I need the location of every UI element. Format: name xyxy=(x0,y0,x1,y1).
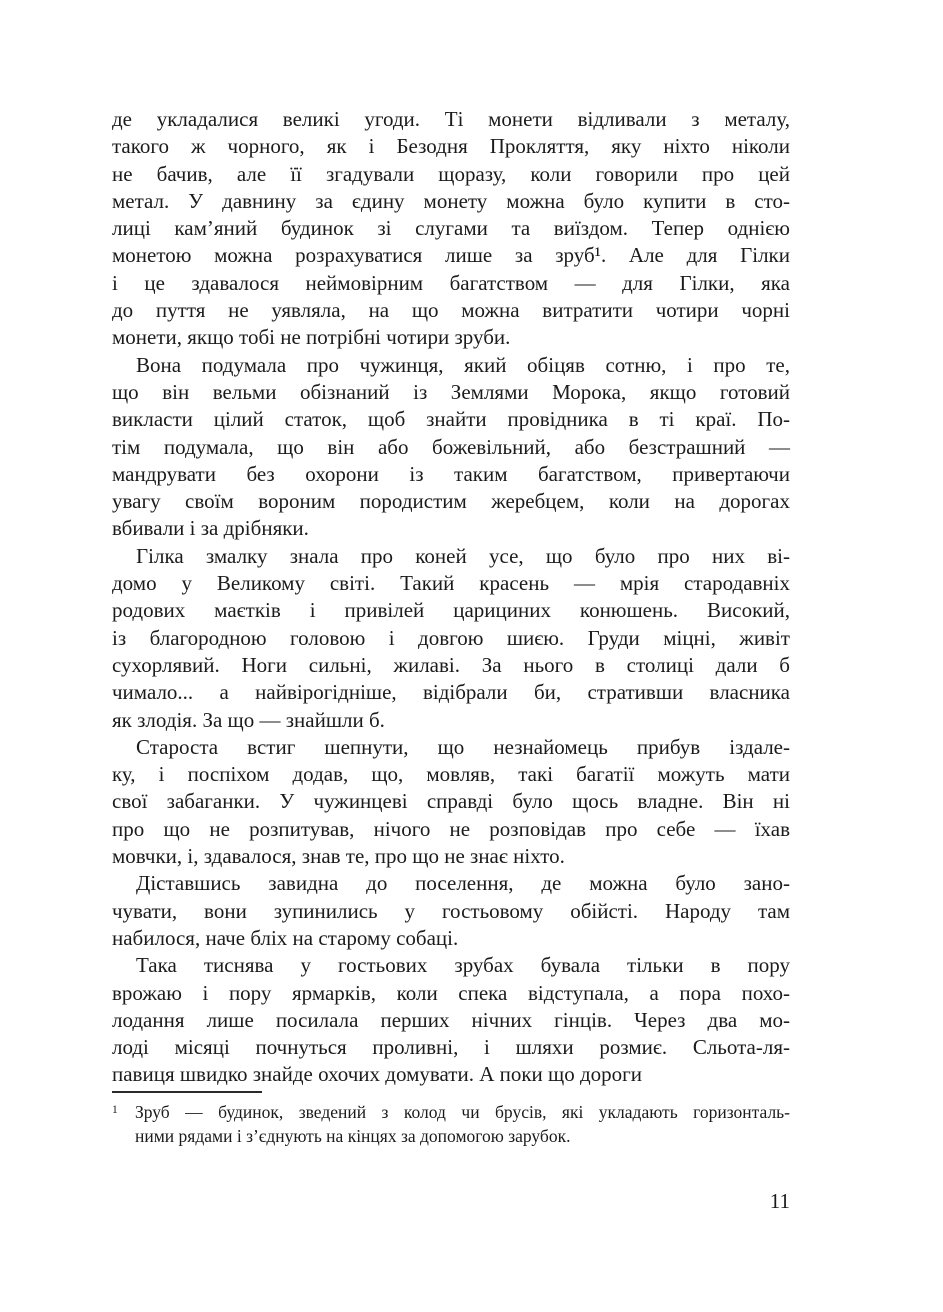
text-line: не бачив, але її згадували щоразу, коли говорили про цей xyxy=(112,161,790,186)
paragraph xyxy=(112,543,790,734)
text-line: і це здавалося неймовірним багатством — для Гілки, яка xyxy=(112,270,790,295)
footnote-text-line: Зруб — будинок, зведений з колод чи брусів, які укладають горизонталь- xyxy=(135,1102,790,1122)
paragraph xyxy=(112,106,790,352)
text-line: увагу своїм вороним породистим жеребцем, коли на дорогах xyxy=(112,489,790,514)
text-line: вбивали і за дрібняки. xyxy=(112,516,309,541)
footnote xyxy=(112,1100,790,1148)
text-line: монетою можна розрахуватися лише за зруб¹. Але для Гілки xyxy=(112,243,790,268)
text-line: ку, і поспіхом додав, що, мовляв, такі багатії можуть мати xyxy=(112,762,790,787)
page-text xyxy=(112,106,790,1089)
footnote-text-line: ними рядами і з’єднують на кінцях за допомогою зарубок. xyxy=(135,1126,571,1146)
text-line: такого ж чорного, як і Безодня Прокляття, яку ніхто ніколи xyxy=(112,134,790,159)
text-line: Гілка змалку знала про коней усе, що було про них ві- xyxy=(136,543,790,568)
text-line: Староста встиг шепнути, що незнайомець прибув іздале- xyxy=(136,734,790,759)
text-line: метал. У давнину за єдину монету можна було купити в сто- xyxy=(112,188,790,213)
text-line: лиці кам’яний будинок зі слугами та виїздом. Тепер однією xyxy=(112,216,790,241)
text-line: Вона подумала про чужинця, який обіцяв сотню, і про те, xyxy=(136,352,790,377)
text-line: сухорлявий. Ноги сильні, жилаві. За нього в столиці дали б xyxy=(112,652,790,677)
text-line: врожаю і пору ярмарків, коли спека відступала, а пора похо- xyxy=(112,980,790,1005)
footnote-divider xyxy=(112,1091,262,1093)
paragraph xyxy=(112,952,790,1088)
page-number: 11 xyxy=(769,1189,790,1213)
text-line: лоді місяці почнуться проливні, і шляхи розмиє. Сльота-ля- xyxy=(112,1035,790,1060)
text-line: мовчки, і, здавалося, знав те, про що не знає ніхто. xyxy=(112,844,565,869)
footnote-marker: 1 xyxy=(112,1104,118,1116)
paragraph xyxy=(112,734,790,870)
text-line: свої забаганки. У чужинцеві справді було щось владне. Він ні xyxy=(112,789,790,814)
text-line: як злодія. За що — знайшли б. xyxy=(112,707,385,732)
paragraph xyxy=(112,870,790,952)
text-line: монети, якщо тобі не потрібні чотири зруби. xyxy=(112,325,511,350)
text-line: де укладалися великі угоди. Ті монети відливали з металу, xyxy=(112,107,790,131)
text-line: чувати, вони зупинились у гостьовому обійсті. Народу там xyxy=(112,898,790,923)
text-line: домо у Великому світі. Такий красень — мрія стародавніх xyxy=(112,571,790,596)
text-line: про що не розпитував, нічого не розповідав про себе — їхав xyxy=(112,816,790,841)
text-line: павиця швидко знайде охочих домувати. А поки що дороги xyxy=(112,1062,642,1087)
text-line: набилося, наче бліх на старому собаці. xyxy=(112,925,459,950)
text-line: Діставшись завидна до поселення, де можна було зано- xyxy=(136,871,790,896)
text-line: що він вельми обізнаний із Землями Морока, якщо готовий xyxy=(112,379,790,404)
text-line: тім подумала, що він або божевільний, або безстрашний — xyxy=(112,434,790,459)
text-line: викласти цілий статок, щоб знайти провідника в ті краї. По- xyxy=(112,407,790,432)
paragraph xyxy=(112,352,790,543)
text-line: мандрувати без охорони із таким багатством, привертаючи xyxy=(112,461,790,486)
text-line: чимало... а найвірогідніше, відібрали би, стративши власника xyxy=(112,680,790,705)
text-line: Така тиснява у гостьових зрубах бувала тільки в пору xyxy=(136,953,790,978)
text-line: із благородною головою і довгою шиєю. Груди міцні, живіт xyxy=(112,625,790,650)
text-line: лодання лише посилала перших нічних гінців. Через два мо- xyxy=(112,1007,790,1032)
text-line: до пуття не уявляла, на що можна витратити чотири чорні xyxy=(112,298,790,323)
text-line: родових маєтків і привілей царициних конюшень. Високий, xyxy=(112,598,790,623)
footnote-text xyxy=(135,1100,790,1148)
